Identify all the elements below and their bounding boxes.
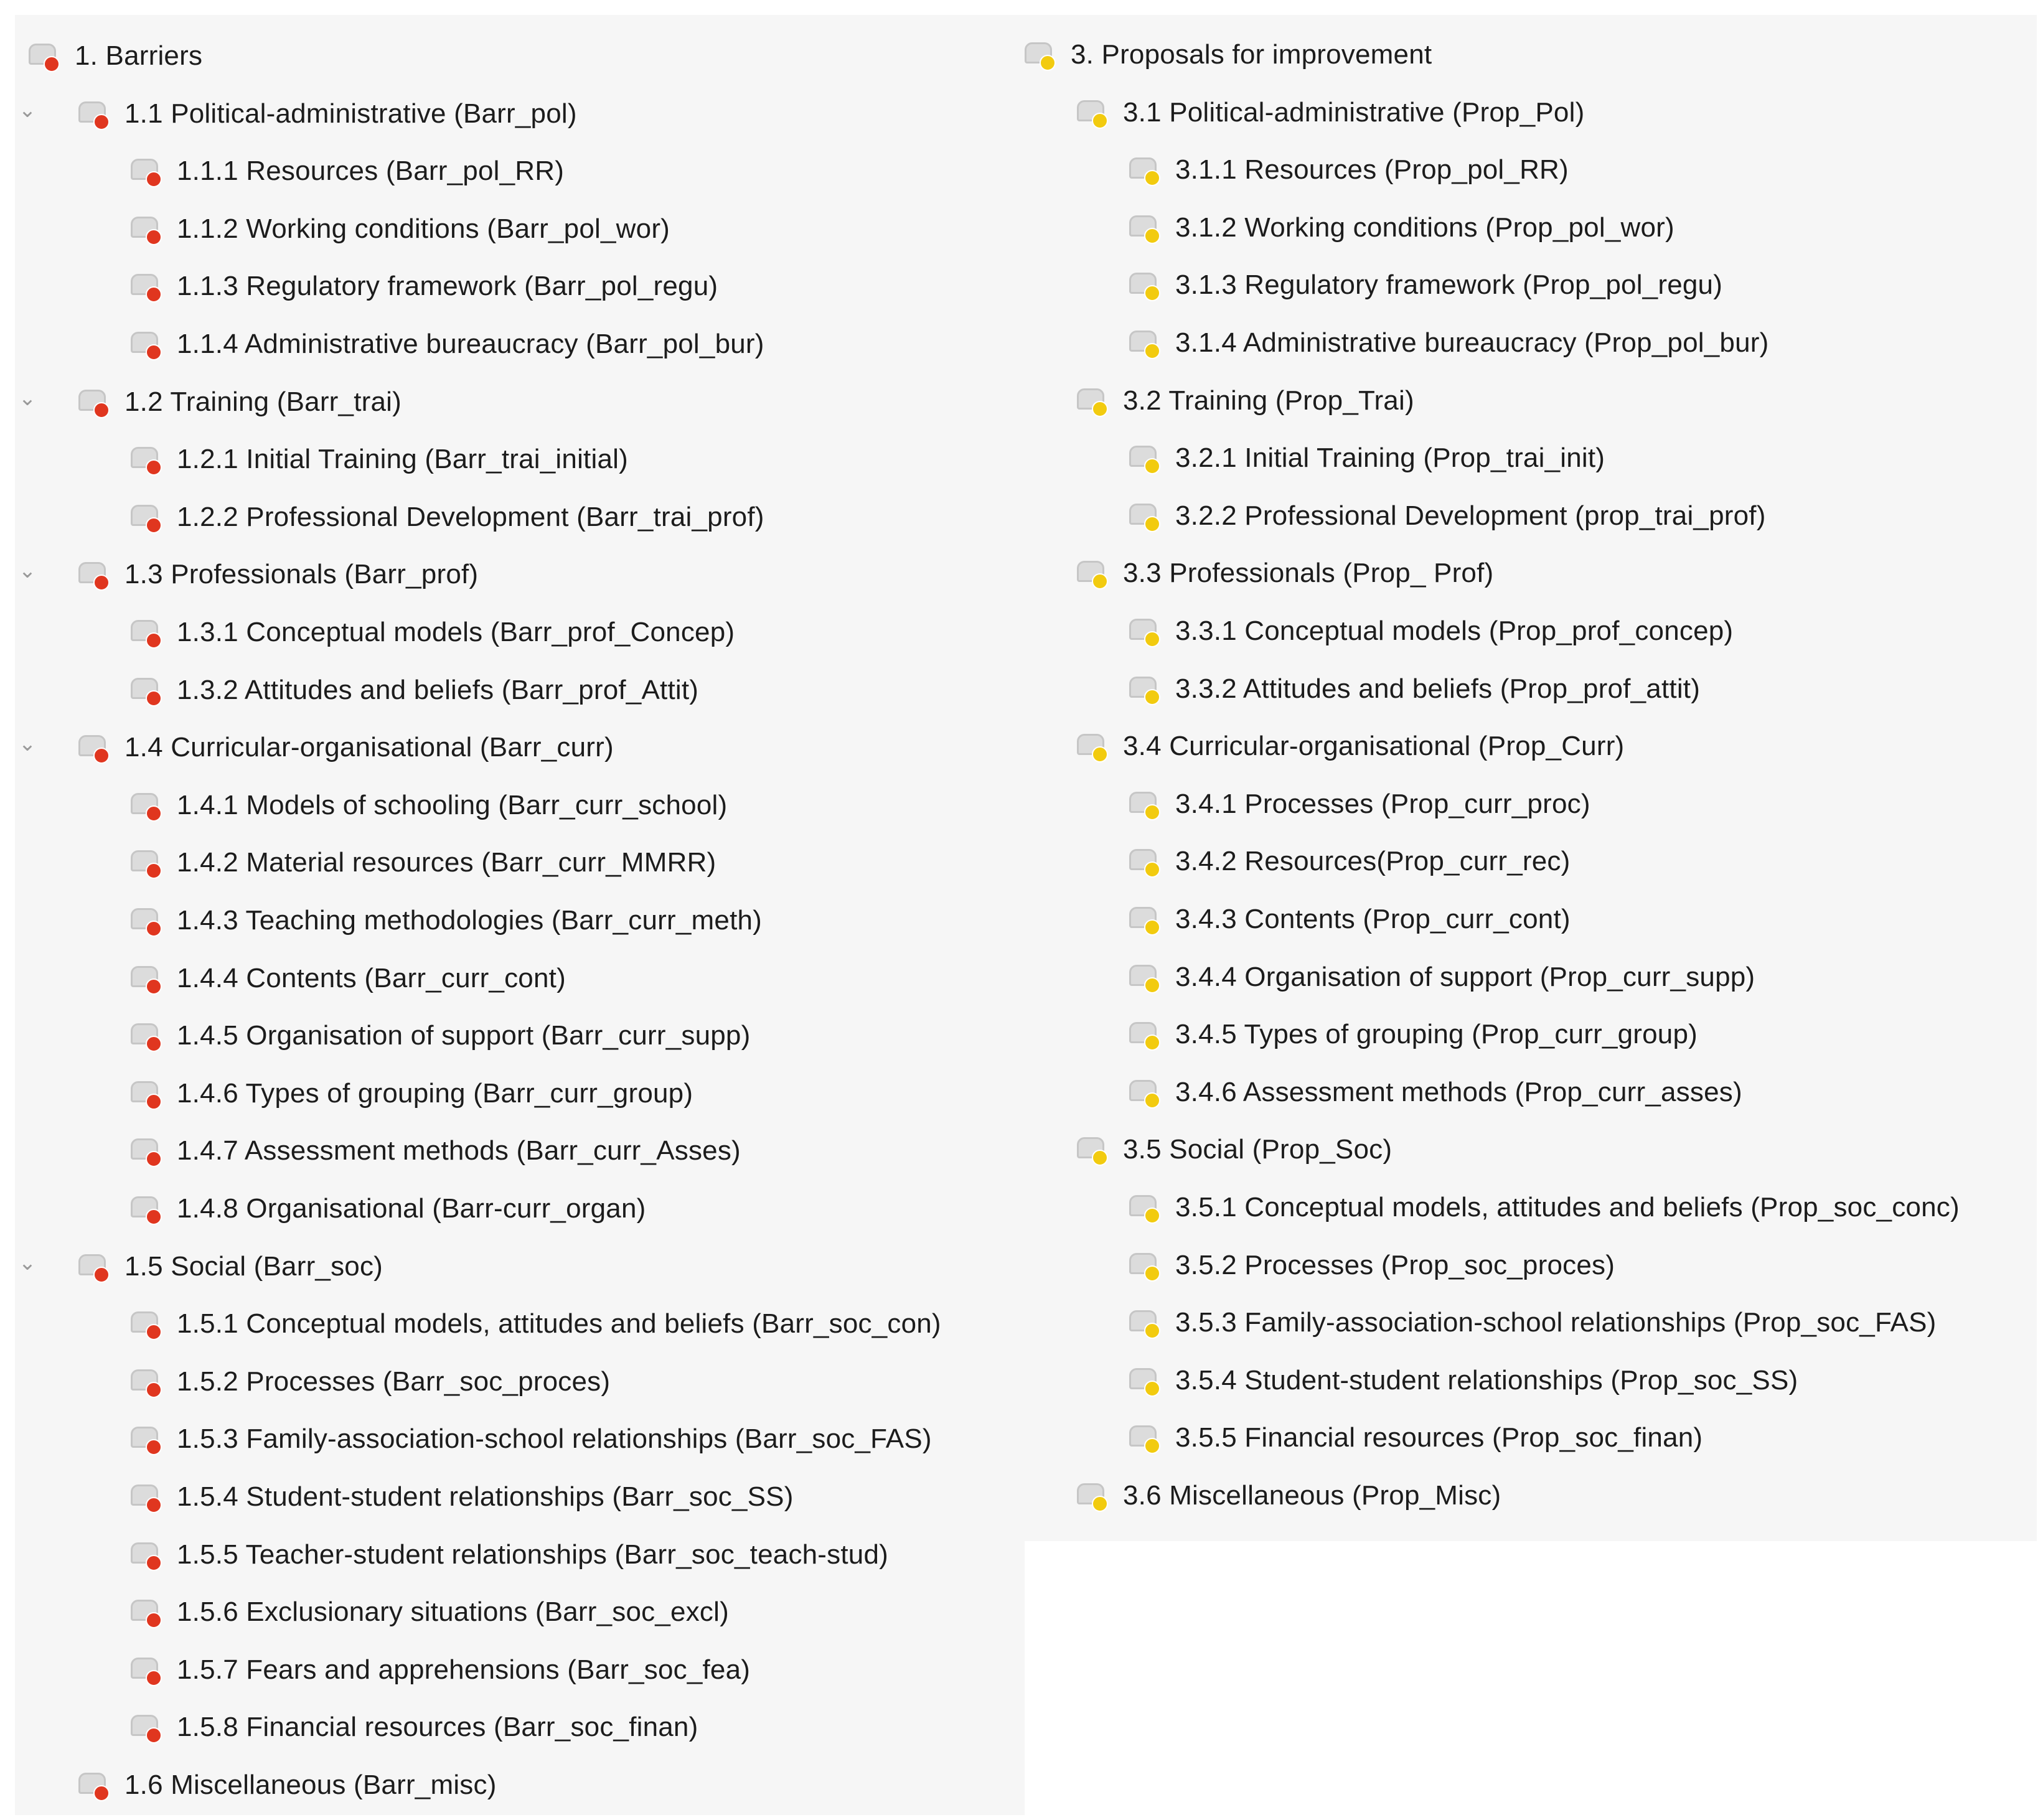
code-yellow-icon [1077, 100, 1112, 130]
tree-row[interactable] [15, 1527, 1025, 1585]
code-red-icon [78, 1254, 113, 1284]
code-yellow-icon [1129, 849, 1164, 879]
code-red-icon [131, 1600, 166, 1630]
code-yellow-icon [1129, 677, 1164, 706]
code-red-icon [131, 1658, 166, 1687]
tree-row-label: 3.1.3 Regulatory framework (Prop_pol_regu) [1175, 270, 1723, 301]
code-yellow-icon [1129, 965, 1164, 995]
code-red-icon [131, 1485, 166, 1514]
code-yellow-icon [1129, 1310, 1164, 1340]
tree-row-label: 1.6 Miscellaneous (Barr_misc) [124, 1770, 497, 1800]
code-yellow-icon [1077, 734, 1112, 764]
tree-row-label: 1.2 Training (Barr_trai) [124, 386, 402, 417]
code-yellow-icon [1025, 42, 1059, 72]
code-yellow-icon [1129, 157, 1164, 187]
tree-row[interactable] [15, 490, 1025, 547]
tree-row[interactable] [15, 432, 1025, 489]
tree-row[interactable] [1025, 316, 2037, 373]
code-yellow-icon [1129, 215, 1164, 245]
tree-row[interactable] [1025, 258, 2037, 315]
code-red-icon [131, 1196, 166, 1226]
code-red-icon [78, 735, 113, 765]
tree-row[interactable] [1025, 546, 2037, 603]
tree-row[interactable] [1025, 200, 2037, 258]
tree-row-label: 1.4.3 Teaching methodologies (Barr_curr_meth) [177, 905, 763, 936]
code-red-icon [131, 908, 166, 938]
tree-row[interactable] [1025, 143, 2037, 200]
tree-row-label: 1.5.8 Financial resources (Barr_soc_finan) [177, 1712, 698, 1743]
tree-row-label: 3.4.3 Contents (Prop_curr_cont) [1175, 904, 1571, 934]
tree-row[interactable] [1025, 1468, 2037, 1526]
code-yellow-icon [1129, 1022, 1164, 1052]
tree-row-label: 1.4.2 Material resources (Barr_curr_MMRR) [177, 847, 716, 878]
code-yellow-icon [1129, 331, 1164, 360]
tree-row-label: 3.1.4 Administrative bureaucracy (Prop_pol_bur) [1175, 327, 1769, 358]
tree-row[interactable] [15, 1181, 1025, 1239]
tree-row[interactable] [15, 29, 1025, 86]
code-red-icon [78, 390, 113, 420]
chevron-down-icon[interactable]: ⌄ [18, 1250, 37, 1275]
tree-row[interactable] [1025, 85, 2037, 143]
tree-row-label: 1.1.4 Administrative bureaucracy (Barr_pol_bur) [177, 329, 764, 359]
code-yellow-icon [1129, 446, 1164, 476]
tree-row[interactable] [15, 317, 1025, 374]
tree-row-label: 1.5.2 Processes (Barr_soc_proces) [177, 1366, 611, 1397]
tree-row[interactable] [15, 1123, 1025, 1181]
code-red-icon [131, 505, 166, 535]
tree-row[interactable] [1025, 1122, 2037, 1180]
code-red-icon [131, 447, 166, 477]
tree-row-label: 3.2.2 Professional Development (prop_trai_prof) [1175, 500, 1766, 531]
tree-row[interactable] [15, 951, 1025, 1008]
chevron-down-icon[interactable]: ⌄ [18, 731, 37, 757]
tree-row-label: 3.4 Curricular-organisational (Prop_Curr) [1123, 731, 1625, 762]
code-red-icon [131, 1427, 166, 1456]
tree-row[interactable] [15, 835, 1025, 893]
tree-row-label: 1.1 Political-administrative (Barr_pol) [124, 98, 577, 129]
tree-row[interactable] [15, 202, 1025, 259]
tree-row-label: 1.5.4 Student-student relationships (Barr_soc_SS) [177, 1481, 794, 1512]
code-red-icon [131, 332, 166, 362]
tree-row[interactable] [15, 1643, 1025, 1700]
tree-row[interactable] [1025, 777, 2037, 834]
tree-row[interactable] [1025, 950, 2037, 1007]
code-yellow-icon [1129, 1368, 1164, 1398]
tree-row[interactable] [1025, 373, 2037, 431]
tree-row[interactable] [15, 547, 1025, 604]
code-yellow-icon [1129, 1080, 1164, 1110]
code-red-icon [131, 1369, 166, 1399]
tree-row-label: 1.5 Social (Barr_soc) [124, 1250, 383, 1282]
tree-row-label: 3.2 Training (Prop_Trai) [1123, 385, 1414, 416]
tree-row-label: 3.4.6 Assessment methods (Prop_curr_asses) [1175, 1076, 1742, 1107]
tree-row-label: 1.5.6 Exclusionary situations (Barr_soc_excl) [177, 1597, 729, 1628]
tree-row[interactable] [15, 778, 1025, 835]
tree-row[interactable] [15, 1758, 1025, 1815]
code-red-icon [78, 562, 113, 592]
tree-row[interactable] [15, 1297, 1025, 1354]
tree-row-label: 3.5 Social (Prop_Soc) [1123, 1134, 1393, 1165]
code-red-icon [131, 678, 166, 708]
tree-row[interactable] [1025, 1353, 2037, 1410]
chevron-down-icon[interactable]: ⌄ [18, 97, 37, 123]
tree-row[interactable] [1025, 1238, 2037, 1295]
tree-row[interactable] [1025, 489, 2037, 546]
tree-row[interactable] [1025, 719, 2037, 776]
tree-row-label: 1.3.1 Conceptual models (Barr_prof_Concep) [177, 617, 735, 647]
tree-row-label: 3.1.2 Working conditions (Prop_pol_wor) [1175, 212, 1674, 243]
code-red-icon [78, 1773, 113, 1803]
tree-row-label: 3.3.2 Attitudes and beliefs (Prop_prof_attit) [1175, 673, 1701, 704]
tree-row-label: 3.5.5 Financial resources (Prop_soc_finan) [1175, 1422, 1703, 1453]
tree-row[interactable] [15, 605, 1025, 662]
tree-row-label: 1.4.7 Assessment methods (Barr_curr_Asses) [177, 1135, 741, 1166]
tree-row-label: 1.1.3 Regulatory framework (Barr_pol_regu) [177, 271, 718, 302]
tree-row-label: 1.4 Curricular-organisational (Barr_curr) [124, 732, 614, 763]
tree-row-label: 1.2.2 Professional Development (Barr_trai_prof) [177, 501, 764, 532]
code-red-icon [131, 1715, 166, 1745]
code-yellow-icon [1129, 1195, 1164, 1225]
tree-row-label: 1.1.1 Resources (Barr_pol_RR) [177, 156, 565, 187]
barriers-code-tree [15, 15, 1025, 1815]
code-red-icon [131, 1023, 166, 1053]
tree-row-label: 3.3.1 Conceptual models (Prop_prof_concep) [1175, 616, 1734, 646]
tree-row[interactable] [15, 1066, 1025, 1123]
tree-row[interactable] [1025, 892, 2037, 949]
code-red-icon [131, 620, 166, 650]
tree-row-label: 1.5.7 Fears and apprehensions (Barr_soc_fea) [177, 1654, 751, 1685]
code-red-icon [131, 1081, 166, 1111]
tree-row[interactable] [15, 720, 1025, 777]
tree-row[interactable] [1025, 604, 2037, 661]
tree-row[interactable] [15, 1470, 1025, 1527]
tree-row[interactable] [1025, 1065, 2037, 1122]
code-red-icon [29, 44, 63, 73]
code-yellow-icon [1129, 907, 1164, 937]
code-yellow-icon [1077, 561, 1112, 591]
tree-row-label: 3.5.2 Processes (Prop_soc_proces) [1175, 1249, 1615, 1280]
tree-row-label: 1.5.3 Family-association-school relationships (Barr_soc_FAS) [177, 1424, 932, 1455]
code-red-icon [131, 274, 166, 304]
code-red-icon [131, 1311, 166, 1341]
tree-row-label: 1.4.4 Contents (Barr_curr_cont) [177, 962, 566, 993]
tree-row-label: 3.3 Professionals (Prop_ Prof) [1123, 558, 1494, 589]
tree-row-label: 3.4.1 Processes (Prop_curr_proc) [1175, 788, 1590, 819]
code-red-icon [131, 793, 166, 823]
tree-row[interactable] [1025, 662, 2037, 719]
tree-row[interactable] [15, 1585, 1025, 1642]
code-yellow-icon [1129, 792, 1164, 822]
tree-row[interactable] [1025, 1180, 2037, 1237]
code-yellow-icon [1129, 619, 1164, 649]
tree-row[interactable] [15, 259, 1025, 316]
tree-row-label: 1.2.1 Initial Training (Barr_trai_initial) [177, 444, 628, 475]
code-yellow-icon [1077, 388, 1112, 418]
tree-row-label: 1.4.5 Organisation of support (Barr_curr_supp) [177, 1020, 751, 1051]
tree-row-label: 1.5.1 Conceptual models, attitudes and beliefs (Barr_soc_con) [177, 1308, 941, 1339]
tree-row-label: 3.5.3 Family-association-school relationships (Prop_soc_FAS) [1175, 1307, 1937, 1338]
code-yellow-icon [1077, 1137, 1112, 1167]
tree-row-label: 1.1.2 Working conditions (Barr_pol_wor) [177, 213, 670, 244]
tree-row-label: 3.1 Political-administrative (Prop_Pol) [1123, 96, 1585, 128]
tree-row[interactable] [1025, 431, 2037, 488]
tree-row[interactable] [1025, 1410, 2037, 1468]
code-red-icon [131, 966, 166, 996]
code-red-icon [131, 1138, 166, 1168]
code-red-icon [131, 1542, 166, 1572]
tree-row[interactable] [15, 1008, 1025, 1066]
code-red-icon [131, 159, 166, 189]
tree-row-label: 1.5.5 Teacher-student relationships (Barr_soc_teach-stud) [177, 1539, 888, 1570]
code-yellow-icon [1129, 273, 1164, 303]
tree-row-label: 3.4.2 Resources(Prop_curr_rec) [1175, 846, 1571, 877]
tree-row[interactable] [1025, 1295, 2037, 1353]
chevron-down-icon[interactable]: ⌄ [18, 385, 37, 411]
tree-row-label: 3.4.5 Types of grouping (Prop_curr_group) [1175, 1019, 1698, 1050]
code-yellow-icon [1077, 1483, 1112, 1513]
tree-row-label: 1.3 Professionals (Barr_prof) [124, 559, 479, 590]
proposals-code-tree [1025, 15, 2037, 1541]
tree-row[interactable] [15, 1700, 1025, 1757]
tree-row-label: 3.5.1 Conceptual models, attitudes and beliefs (Prop_soc_conc) [1175, 1192, 1960, 1222]
tree-row[interactable] [1025, 1007, 2037, 1064]
code-red-icon [131, 217, 166, 246]
code-yellow-icon [1129, 504, 1164, 533]
tree-row-label: 1.3.2 Attitudes and beliefs (Barr_prof_Attit) [177, 674, 699, 705]
tree-row[interactable] [15, 663, 1025, 720]
code-red-icon [131, 850, 166, 880]
tree-row[interactable] [15, 1354, 1025, 1412]
tree-row-label: 3.6 Miscellaneous (Prop_Misc) [1123, 1480, 1501, 1511]
tree-row[interactable] [15, 1412, 1025, 1469]
tree-row-label: 1. Barriers [75, 40, 203, 71]
tree-row[interactable] [15, 144, 1025, 201]
tree-row[interactable] [15, 893, 1025, 950]
tree-row-label: 1.4.6 Types of grouping (Barr_curr_group) [177, 1077, 693, 1109]
code-yellow-icon [1129, 1253, 1164, 1283]
tree-row[interactable] [15, 87, 1025, 144]
tree-row-label: 1.4.8 Organisational (Barr-curr_organ) [177, 1193, 646, 1224]
tree-row[interactable] [1025, 27, 2037, 85]
code-red-icon [78, 101, 113, 131]
chevron-down-icon[interactable]: ⌄ [18, 558, 37, 584]
code-yellow-icon [1129, 1425, 1164, 1455]
tree-row[interactable] [15, 1239, 1025, 1297]
tree-row-label: 3.2.1 Initial Training (Prop_trai_init) [1175, 443, 1605, 474]
tree-row-label: 1.4.1 Models of schooling (Barr_curr_school) [177, 789, 728, 820]
tree-row-label: 3. Proposals for improvement [1071, 39, 1432, 70]
tree-row[interactable] [15, 375, 1025, 432]
tree-row[interactable] [1025, 834, 2037, 891]
tree-row-label: 3.1.1 Resources (Prop_pol_RR) [1175, 154, 1569, 185]
tree-row-label: 3.4.4 Organisation of support (Prop_curr_supp) [1175, 961, 1755, 992]
tree-row-label: 3.5.4 Student-student relationships (Prop_soc_SS) [1175, 1364, 1798, 1395]
